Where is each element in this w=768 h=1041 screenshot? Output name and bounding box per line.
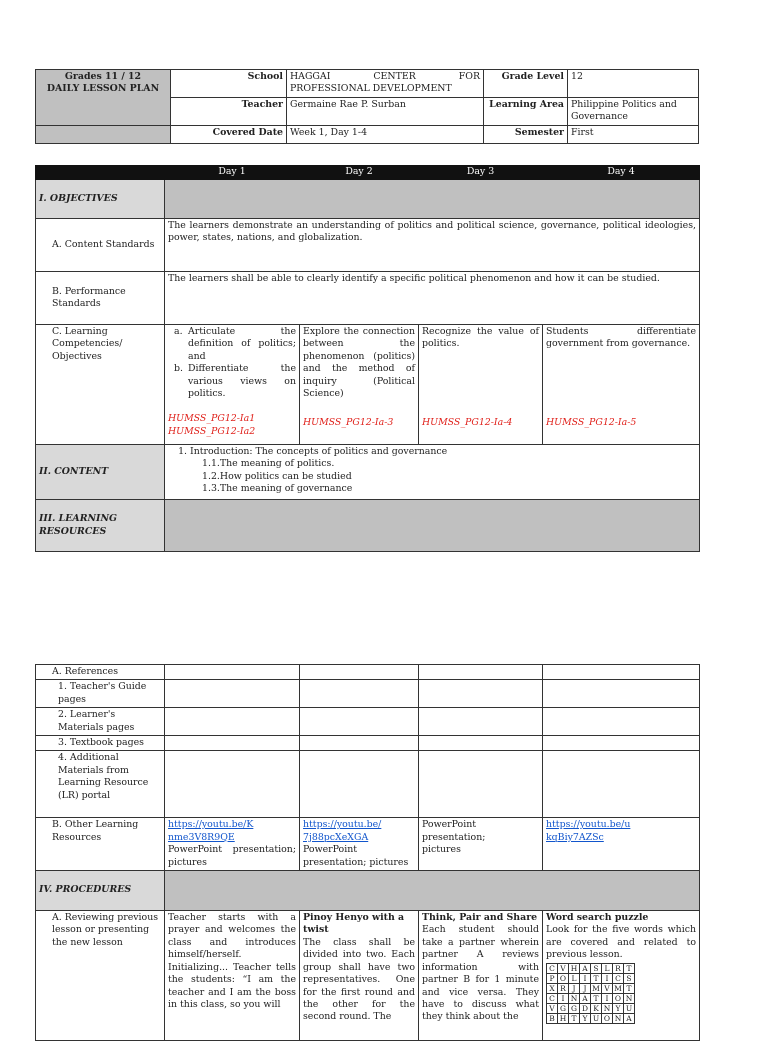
day2-activity-text: The class shall be divided into two. Each group shall have two representatives. One for the first round and the other for the second round. The	[303, 936, 415, 1023]
day-header-1: Day 1	[165, 166, 300, 180]
word-search-grid	[546, 963, 635, 1024]
other-resources-day2	[300, 818, 419, 871]
day-header-blank	[36, 166, 165, 180]
word-search-cell: Y	[613, 1003, 624, 1013]
semester-label: Semester	[484, 126, 568, 144]
learning-resources-title: III. LEARNING RESOURCES	[36, 500, 165, 552]
word-search-cell: N	[602, 1003, 613, 1013]
word-search-cell: N	[569, 993, 580, 1003]
lesson-plan-header	[35, 69, 699, 144]
word-search-cell: X	[547, 983, 558, 993]
ref-cell	[419, 665, 543, 680]
other-resources-day4	[543, 818, 700, 871]
word-search-cell: L	[602, 963, 613, 973]
learning-area-label: Learning Area	[484, 98, 568, 126]
other-resources-label: B. Other Learning Resources	[36, 818, 165, 871]
references-label: A. References	[36, 665, 165, 680]
ref-cell	[543, 665, 700, 680]
ref-cell	[300, 736, 419, 751]
content-standards-label: A. Content Standards	[36, 219, 165, 272]
content-sub-item: 1.3.The meaning of governance	[202, 483, 353, 495]
ref-cell	[300, 665, 419, 680]
word-search-cell: A	[580, 993, 591, 1003]
word-search-cell: I	[558, 993, 569, 1003]
other-resources-day1	[165, 818, 300, 871]
textbook-label: 3. Textbook pages	[36, 736, 165, 751]
ref-cell	[543, 680, 700, 708]
teacher-label: Teacher	[171, 98, 287, 126]
day2-video-link[interactable]: https://youtu.be/7j88pcXeXGA	[303, 819, 382, 843]
ref-cell	[165, 708, 300, 736]
ref-cell	[419, 751, 543, 818]
content-standards-text: The learners demonstrate an understanding of politics and political science, governance, political ideologies, power, states, nations, and globalization.	[165, 219, 700, 272]
word-search-row	[547, 1013, 635, 1023]
word-search-cell: V	[558, 963, 569, 973]
word-search-cell: N	[624, 993, 635, 1003]
school-label: School	[171, 70, 287, 98]
plan-title-line1: Grades 11 / 12	[64, 71, 142, 82]
word-search-cell: H	[569, 963, 580, 973]
competency-day3-text: Recognize the value of politics.	[422, 326, 539, 350]
word-search-cell: D	[580, 1003, 591, 1013]
word-search-cell: S	[591, 963, 602, 973]
day4-video-link[interactable]: https://youtu.be/ukqBiy7AZSc	[546, 819, 631, 843]
word-search-row	[547, 1003, 635, 1013]
performance-standards-text: The learners shall be able to clearly identify a specific political phenomenon and how it can be studied.	[165, 272, 700, 325]
competency-code-day1-2: HUMSS_PG12-Ia2	[168, 425, 256, 437]
performance-standards-label: B. Performance Standards	[36, 272, 165, 325]
day-header-4: Day 4	[543, 166, 700, 180]
ref-cell	[543, 751, 700, 818]
covered-date-value: Week 1, Day 1-4	[287, 126, 484, 144]
word-search-cell: J	[580, 983, 591, 993]
word-search-cell: I	[602, 973, 613, 983]
competencies-day1	[165, 325, 300, 445]
ref-cell	[419, 708, 543, 736]
ref-cell	[165, 736, 300, 751]
ref-cell	[300, 708, 419, 736]
ref-cell	[165, 680, 300, 708]
word-search-cell: M	[592, 983, 600, 993]
word-search-cell: N	[613, 1013, 624, 1023]
word-search-cell: R	[558, 983, 569, 993]
ref-cell	[165, 665, 300, 680]
ref-cell	[419, 736, 543, 751]
word-search-cell: I	[580, 973, 591, 983]
grade-level-value: 12	[568, 70, 699, 98]
day2-activity-title: Pinoy Henyo with a twist	[303, 912, 405, 936]
word-search-cell: G	[569, 1003, 580, 1013]
word-search-cell: Y	[580, 1013, 591, 1023]
teachers-guide-label: 1. Teacher's Guide pages	[36, 680, 165, 708]
reviewing-label: A. Reviewing previous lesson or presenting the new lesson	[36, 911, 165, 1041]
competency-code-day2: HUMSS_PG12-Ia-3	[303, 417, 394, 428]
day-header-2: Day 2	[300, 166, 419, 180]
plan-title	[36, 70, 171, 126]
competencies-day3	[419, 325, 543, 445]
day-header-3: Day 3	[419, 166, 543, 180]
competencies-day2	[300, 325, 419, 445]
objectives-shaded-cell	[165, 180, 700, 219]
learning-resources-shaded-cell	[165, 500, 700, 552]
word-search-cell: A	[580, 963, 591, 973]
content-sub-item: 1.1.The meaning of politics.	[202, 458, 335, 470]
competency-a: a. Articulate the definition of politics; and	[174, 326, 296, 362]
day2-resource-note: PowerPoint presentation; pictures	[303, 844, 409, 868]
word-search-row	[547, 963, 635, 973]
word-search-cell: V	[602, 983, 613, 993]
competency-b: b. Differentiate the various views on politics.	[174, 363, 296, 400]
content-sub-item: 1.2.How politics can be studied	[202, 470, 352, 482]
ref-cell	[543, 736, 700, 751]
ref-cell	[419, 680, 543, 708]
word-search-cell: R	[613, 963, 624, 973]
word-search-cell: S	[624, 973, 635, 983]
word-search-cell: O	[613, 993, 624, 1003]
day3-activity-title: Think, Pair and Share	[422, 912, 538, 924]
objectives-content-table	[35, 165, 700, 552]
word-search-cell: O	[602, 1013, 613, 1023]
word-search-cell: T	[591, 973, 602, 983]
competency-day4-text: Students differentiate government from governance.	[546, 326, 696, 350]
objectives-title: I. OBJECTIVES	[36, 180, 165, 219]
word-search-cell: T	[569, 1013, 580, 1023]
competencies-label: C. Learning Competencies/ Objectives	[36, 325, 165, 445]
resources-procedures-table	[35, 664, 700, 1041]
competency-code-day1-1: HUMSS_PG12-Ia1	[168, 413, 256, 425]
ref-cell	[300, 680, 419, 708]
header-blank-cell	[36, 126, 171, 144]
content-title: II. CONTENT	[36, 445, 165, 500]
reviewing-day1: Teacher starts with a prayer and welcomes the class and introduces himself/herself. Initializing... Teacher tells the students: “I am the teacher and I am the boss in this class, so you will	[165, 911, 300, 1041]
competency-day2-text: Explore the connection between the phenomenon (politics) and the method of inquiry (Political Science)	[303, 326, 415, 400]
competency-code-day3: HUMSS_PG12-Ia-4	[422, 417, 513, 428]
competency-code-day4: HUMSS_PG12-Ia-5	[546, 417, 637, 428]
teacher-value: Germaine Rae P. Surban	[287, 98, 484, 126]
word-search-cell: V	[547, 1003, 558, 1013]
word-search-cell: I	[602, 993, 613, 1003]
word-search-cell: K	[591, 1003, 602, 1013]
word-search-cell: C	[547, 993, 558, 1003]
word-search-cell: H	[558, 1013, 569, 1023]
grade-level-label: Grade Level	[484, 70, 568, 98]
word-search-cell: U	[591, 1013, 602, 1023]
word-search-row	[547, 993, 635, 1003]
word-search-cell: O	[558, 973, 569, 983]
learners-materials-label: 2. Learner's Materials pages	[36, 708, 165, 736]
content-list	[165, 445, 700, 500]
semester-value: First	[568, 126, 699, 144]
plan-title-line2: DAILY LESSON PLAN	[46, 83, 160, 95]
word-search-cell: T	[624, 983, 635, 993]
day4-activity-text: Look for the five words which are covered and related to previous lesson.	[546, 924, 696, 961]
word-search-cell: L	[569, 973, 580, 983]
procedures-shaded-cell	[165, 871, 700, 911]
day4-activity-title: Word search puzzle	[546, 912, 649, 924]
word-search-cell: B	[547, 1013, 558, 1023]
ref-cell	[165, 751, 300, 818]
other-resources-day3	[419, 818, 543, 871]
content-main-item: 1. Introduction: The concepts of politics and governance	[190, 446, 696, 458]
word-search-cell: P	[547, 973, 558, 983]
additional-materials-label: 4. Additional Materials from Learning Resource (LR) portal	[36, 751, 165, 818]
word-search-cell: U	[624, 1003, 635, 1013]
word-search-cell: T	[591, 993, 602, 1003]
covered-date-label: Covered Date	[171, 126, 287, 144]
day3-activity-text: Each student should take a partner wherein partner A reviews information with partner B for 1 minute and vice versa. They have to discuss what they think about the	[422, 924, 539, 1023]
word-search-cell: G	[558, 1003, 569, 1013]
reviewing-day3	[419, 911, 543, 1041]
reviewing-day2	[300, 911, 419, 1041]
word-search-cell: M	[614, 983, 622, 993]
ref-cell	[543, 708, 700, 736]
word-search-row	[547, 983, 635, 993]
day1-resource-note: PowerPoint presentation; pictures	[168, 844, 296, 868]
day3-resource-note: PowerPoint presentation; pictures	[422, 819, 486, 856]
school-value: HAGGAI CENTER FOR PROFESSIONAL DEVELOPMENT	[287, 70, 484, 98]
word-search-cell: T	[624, 963, 635, 973]
reviewing-day4	[543, 911, 700, 1041]
word-search-cell: J	[569, 983, 580, 993]
procedures-title: IV. PROCEDURES	[36, 871, 165, 911]
word-search-row	[547, 973, 635, 983]
learning-area-value: Philippine Politics and Governance	[568, 98, 699, 126]
word-search-cell: C	[547, 963, 558, 973]
word-search-cell: A	[624, 1013, 635, 1023]
competencies-day4	[543, 325, 700, 445]
ref-cell	[300, 751, 419, 818]
word-search-cell: C	[613, 973, 624, 983]
day1-video-link[interactable]: https://youtu.be/Knme3V8R9QE	[168, 819, 254, 843]
